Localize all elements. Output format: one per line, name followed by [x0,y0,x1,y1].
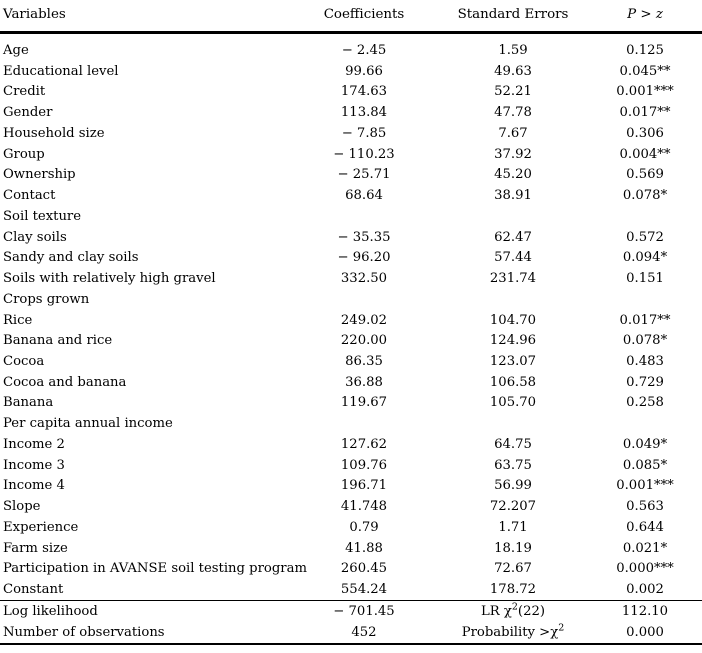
footer-label: Log likelihood [3,603,98,619]
row-p-value: 0.017** [619,105,671,121]
table-footer [0,601,702,645]
row-p-value: 0.125 [626,43,664,58]
row-variable-label: Income 2 [3,436,65,452]
row-coefficient: − 25.71 [337,167,391,183]
row-coefficient [290,414,438,435]
row-coefficient: 249.02 [340,312,388,328]
row-coefficient: − 35.35 [337,229,391,245]
row-standard-error: 1.59 [498,43,528,58]
row-variable-label: Farm size [3,540,68,556]
row-variable-label: Slope [3,499,41,515]
row-standard-error [438,289,588,310]
row-standard-error: 7.67 [498,125,528,141]
row-p-value: 0.045** [619,63,671,79]
row-variable-label: Income 4 [3,478,65,494]
row-standard-error: 72.207 [489,499,537,515]
row-p-value: 0.049* [622,436,668,452]
row-p-value: 0.563 [626,499,664,515]
table-row [0,165,702,186]
table-row [0,61,702,82]
row-p-value: 0.151 [626,271,664,287]
row-variable-label: Soils with relatively high gravel [3,271,216,287]
row-p-value: 0.569 [626,167,664,183]
row-variable-label: Age [3,43,29,58]
table-row [0,559,702,580]
row-standard-error: 63.75 [494,457,532,473]
row-coefficient: 113.84 [340,105,388,121]
row-standard-error: 45.20 [494,167,532,183]
table-row [0,227,702,248]
row-standard-error: 1.71 [498,519,528,535]
row-p-value: 0.258 [626,395,664,411]
table-row [0,186,702,207]
row-variable-label: Rice [3,312,33,328]
row-standard-error [438,206,588,227]
row-p-value: 0.085* [622,457,668,473]
row-coefficient: 41.88 [345,540,383,556]
row-coefficient: − 2.45 [341,43,387,58]
header-coefficients: Coefficients [323,7,405,22]
row-variable-label: Ownership [3,167,76,183]
row-standard-error: 231.74 [489,271,537,287]
footer-statistic-value: 112.10 [621,603,669,619]
table-bottom-rule [0,644,702,645]
row-variable-label: Cocoa and banana [3,374,127,390]
table-row [0,580,702,601]
header-standard-errors: Standard Errors [457,7,569,22]
row-p-value [588,289,702,310]
row-variable-label: Group [3,146,45,162]
row-standard-error: 37.92 [494,146,532,162]
row-coefficient: 220.00 [340,333,388,349]
row-coefficient [290,206,438,227]
row-variable-label: Per capita annual income [3,416,173,432]
table-body [0,34,702,601]
table-header [0,0,702,32]
table-row [0,455,702,476]
row-variable-label: Educational level [3,63,119,79]
row-p-value: 0.306 [626,125,664,141]
row-variable-label: Banana [3,395,54,411]
row-coefficient: 86.35 [345,354,383,370]
table-row [0,289,702,310]
table-row [0,206,702,227]
row-coefficient: 174.63 [340,84,388,100]
table-row [0,34,702,61]
table-row [0,82,702,103]
footer-coefficient: − 701.45 [333,603,395,619]
table-row [0,372,702,393]
row-standard-error: 123.07 [489,354,537,370]
header-variables: Variables [3,7,66,22]
row-standard-error: 72.67 [494,561,532,577]
row-standard-error: 105.70 [489,395,537,411]
row-p-value: 0.017** [619,312,671,328]
header-row [0,0,702,32]
header-p-value-text: P > z [627,7,663,22]
row-standard-error: 52.21 [494,84,532,100]
row-coefficient: 99.66 [345,63,383,79]
row-variable-label: Constant [3,582,64,598]
row-coefficient: − 7.85 [341,125,387,141]
table-row [0,351,702,372]
row-standard-error: 124.96 [489,333,537,349]
row-coefficient: 260.45 [340,561,388,577]
row-coefficient: − 110.23 [333,146,395,162]
row-p-value: 0.078* [622,188,668,204]
footer-label: Number of observations [3,624,165,640]
table-row [0,103,702,124]
table-row [0,268,702,289]
row-variable-label: Income 3 [3,457,65,473]
table-row [0,248,702,269]
row-standard-error: 18.19 [494,540,532,556]
row-p-value: 0.094* [622,250,668,266]
row-variable-label: Household size [3,125,105,141]
row-coefficient: − 96.20 [337,250,391,266]
table-row [0,310,702,331]
table-row [0,144,702,165]
row-coefficient: 196.71 [340,478,388,494]
row-p-value: 0.000*** [616,561,674,577]
table-row [0,497,702,518]
row-p-value: 0.004** [619,146,671,162]
row-variable-label: Participation in AVANSE soil testing program [3,561,307,577]
table-footer-row [0,601,702,622]
table-row [0,434,702,455]
row-coefficient: 0.79 [349,519,379,535]
footer-statistic-label: Probability $>\chi^2$ [461,622,565,640]
row-variable-label: Gender [3,105,53,121]
row-coefficient [290,289,438,310]
row-p-value: 0.002 [626,582,664,598]
row-variable-label: Cocoa [3,354,45,370]
row-p-value: 0.483 [626,354,664,370]
row-coefficient: 332.50 [340,271,388,287]
footer-coefficient: 452 [351,624,377,640]
row-variable-label: Credit [3,84,46,100]
table-row [0,331,702,352]
row-variable-label: Experience [3,519,79,535]
row-variable-label: Clay soils [3,229,67,245]
row-p-value: 0.001*** [616,478,674,494]
row-p-value: 0.572 [626,229,664,245]
row-coefficient: 36.88 [345,374,383,390]
row-standard-error: 64.75 [494,436,532,452]
table-row [0,538,702,559]
header-p-value [588,0,702,32]
row-standard-error: 56.99 [494,478,532,494]
row-standard-error: 38.91 [494,188,532,204]
row-p-value: 0.644 [626,519,664,535]
table-footer-row [0,622,702,644]
row-p-value [588,206,702,227]
row-coefficient: 554.24 [340,582,388,598]
footer-statistic-label: LR $\chi^2(22)$ [481,601,545,619]
row-standard-error: 47.78 [494,105,532,121]
row-coefficient: 41.748 [340,499,388,515]
row-p-value: 0.729 [626,374,664,390]
row-standard-error: 106.58 [489,374,537,390]
row-coefficient: 109.76 [340,457,388,473]
row-standard-error [438,414,588,435]
row-standard-error: 57.44 [494,250,532,266]
row-standard-error: 104.70 [489,312,537,328]
row-variable-label: Banana and rice [3,333,113,349]
row-p-value: 0.021* [622,540,668,556]
row-p-value: 0.001*** [616,84,674,100]
row-variable-label: Crops grown [3,291,90,307]
row-standard-error: 49.63 [494,63,532,79]
table-row [0,476,702,497]
row-coefficient: 119.67 [340,395,388,411]
footer-statistic-value: 0.000 [626,624,664,640]
row-standard-error: 62.47 [494,229,532,245]
table-row [0,123,702,144]
table-row [0,414,702,435]
row-variable-label: Sandy and clay soils [3,250,139,266]
row-variable-label: Contact [3,188,56,204]
row-coefficient: 127.62 [340,436,388,452]
row-p-value [588,414,702,435]
table-row [0,393,702,414]
row-variable-label: Soil texture [3,208,82,224]
table-row [0,517,702,538]
row-coefficient: 68.64 [345,188,383,204]
row-standard-error: 178.72 [489,582,537,598]
row-p-value: 0.078* [622,333,668,349]
